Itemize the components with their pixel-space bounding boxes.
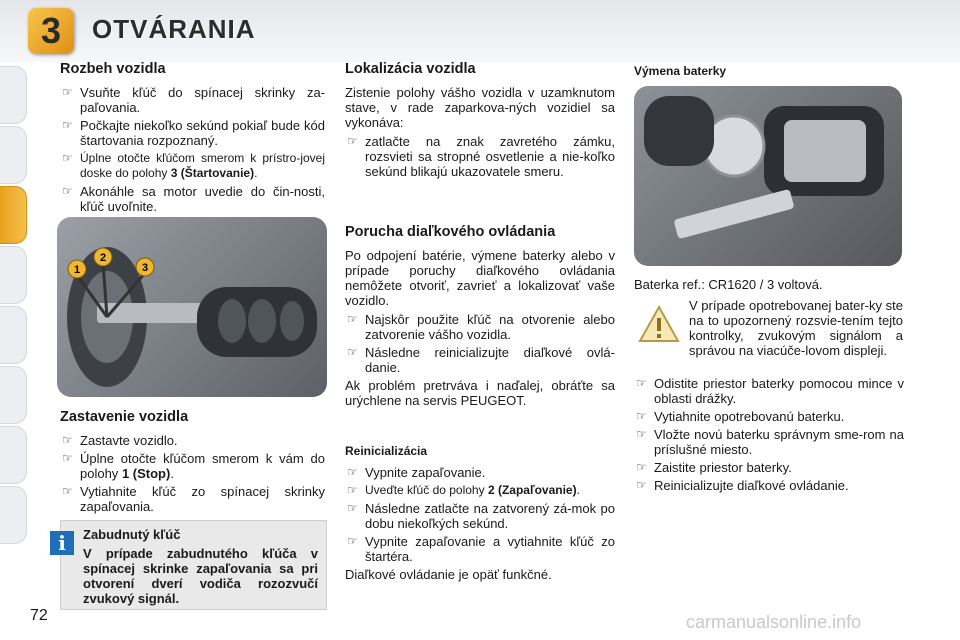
list-item: ☞ Vytiahnite kľúč zo spínacej skrinky zapaľovania. — [62, 484, 325, 514]
pointer-bullet-icon: ☞ — [62, 451, 73, 465]
page-title: OTVÁRANIA — [92, 14, 256, 44]
start-title: Rozbeh vozidla — [60, 61, 166, 77]
battery-ref: Baterka ref.: CR1620 / 3 voltová. — [634, 277, 823, 292]
info-title: Zabudnutý kľúč — [83, 527, 181, 542]
ignition-key-illustration — [57, 217, 327, 397]
pointer-bullet-icon: ☞ — [62, 184, 73, 198]
battery-title: Výmena baterky — [634, 64, 727, 78]
side-tab-1[interactable] — [0, 66, 27, 124]
list-item: ☞ Počkajte niekoľko sekúnd pokiaľ bude kód štartovania rozpoznaný. — [62, 118, 325, 148]
pointer-bullet-icon: ☞ — [347, 312, 358, 326]
side-tab-2[interactable] — [0, 126, 27, 184]
list-item: ☞ Vložte novú baterku správnym sme-rom na príslušné miesto. — [636, 427, 904, 457]
pointer-bullet-icon: ☞ — [636, 376, 647, 390]
list-item: ☞ Úplne otočte kľúčom smerom k prístro-jovej doske do polohy 3 (Štartovanie). — [62, 151, 325, 180]
reinit-title: Reinicializácia — [345, 444, 428, 458]
battery-illustration — [634, 86, 902, 266]
side-tab-8[interactable] — [0, 486, 27, 544]
locate-title: Lokalizácia vozidla — [345, 61, 476, 77]
start-section — [60, 62, 325, 217]
info-text: V prípade zabudnutého kľúča v spínacej skrinke zapaľovania sa pri otvorení dverí vodiča rozozvučí zvukový signál. — [83, 546, 318, 606]
warning-triangle-icon — [638, 304, 680, 344]
pointer-bullet-icon: ☞ — [347, 534, 358, 548]
list-item: ☞ Následne reinicializujte diaľkové ovlá-danie. — [347, 345, 615, 375]
side-tab-5[interactable] — [0, 306, 27, 364]
list-item: ☞ Vsuňte kľúč do spínacej skrinky za-paľovania. — [62, 85, 325, 115]
battery-image — [634, 86, 902, 266]
side-tab-7[interactable] — [0, 426, 27, 484]
list-item: ☞ Odistite priestor baterky pomocou mince v oblasti drážky. — [636, 376, 904, 406]
list-item: ☞ Následne zatlačte na zatvorený zá-mok po dobu niekoľkých sekúnd. — [347, 501, 615, 531]
pointer-bullet-icon: ☞ — [636, 409, 647, 423]
ignition-key-image — [57, 217, 327, 397]
battery-steps — [634, 376, 904, 496]
reinit-section — [345, 444, 615, 586]
list-item: ☞ Uveďte kľúč do polohy 2 (Zapaľovanie). — [347, 483, 580, 497]
fault-section — [345, 225, 615, 412]
fault-intro: Po odpojení batérie, výmene baterky alebo v prípade poruchy diaľkového ovládania nemôžete otvoriť, zavrieť a lokalizovať vaše vozidlo. — [345, 248, 615, 308]
list-item: ☞ zatlačte na znak zavretého zámku, rozsvieti sa stropné osvetlenie a nie-koľko sekúnd blikajú ukazovatele smeru. — [347, 134, 615, 179]
chapter-badge: 3 — [28, 8, 74, 54]
callout-3: 3 — [141, 262, 149, 274]
pointer-bullet-icon: ☞ — [62, 433, 73, 447]
list-item: ☞ Akonáhle sa motor uvedie do čin-nosti, kľúč uvoľnite. — [62, 184, 325, 214]
fault-title: Porucha diaľkového ovládania — [345, 224, 556, 240]
page-number: 72 — [30, 607, 48, 624]
pointer-bullet-icon: ☞ — [347, 134, 358, 148]
list-item: ☞ Vypnite zapaľovanie a vytiahnite kľúč zo štartéra. — [347, 534, 615, 564]
watermark: carmanualsonline.info — [686, 612, 862, 632]
battery-warning: V prípade opotrebovanej bater-ky ste na to upozornený rozsvie-tením tejto kontrolky, zvukovým signálom a správou na viacúče-lovom displeji. — [689, 298, 903, 358]
list-item: ☞ Zastavte vozidlo. — [62, 433, 178, 448]
pointer-bullet-icon: ☞ — [62, 484, 73, 498]
locate-section — [345, 62, 615, 182]
stop-section — [60, 410, 325, 517]
list-item: ☞ Vytiahnite opotrebovanú baterku. — [636, 409, 845, 424]
pointer-bullet-icon: ☞ — [62, 85, 73, 99]
pointer-bullet-icon: ☞ — [62, 151, 73, 165]
reinit-outro: Diaľkové ovládanie je opäť funkčné. — [345, 567, 552, 582]
fault-outro: Ak problém pretrváva i naďalej, obráťte sa urýchlene na servis PEUGEOT. — [345, 378, 615, 408]
pointer-bullet-icon: ☞ — [347, 345, 358, 359]
pointer-bullet-icon: ☞ — [62, 118, 73, 132]
side-tab-6[interactable] — [0, 366, 27, 424]
list-item: ☞ Najskôr použite kľúč na otvorenie alebo zatvorenie vášho vozidla. — [347, 312, 615, 342]
pointer-bullet-icon: ☞ — [347, 483, 358, 497]
pointer-bullet-icon: ☞ — [636, 460, 647, 474]
callout-2: 2 — [99, 252, 107, 264]
list-item: ☞ Reinicializujte diaľkové ovládanie. — [636, 478, 849, 493]
pointer-bullet-icon: ☞ — [347, 465, 358, 479]
callout-1: 1 — [73, 264, 81, 276]
battery-section-header — [634, 64, 904, 85]
pointer-bullet-icon: ☞ — [636, 427, 647, 441]
locate-intro: Zistenie polohy vášho vozidla v uzamknutom stave, v rade zaparkova-ných vozidiel sa vykonáva: — [345, 85, 615, 130]
list-item: ☞ Zaistite priestor baterky. — [636, 460, 792, 475]
info-box — [60, 520, 327, 610]
list-item: ☞ Vypnite zapaľovanie. — [347, 465, 486, 480]
pointer-bullet-icon: ☞ — [636, 478, 647, 492]
list-item: ☞ Úplne otočte kľúčom smerom k vám do polohy 1 (Stop). — [62, 451, 325, 481]
info-icon: i — [50, 531, 74, 555]
side-tab-3-active[interactable] — [0, 186, 27, 244]
pointer-bullet-icon: ☞ — [347, 501, 358, 515]
stop-title: Zastavenie vozidla — [60, 409, 189, 425]
side-tab-4[interactable] — [0, 246, 27, 304]
